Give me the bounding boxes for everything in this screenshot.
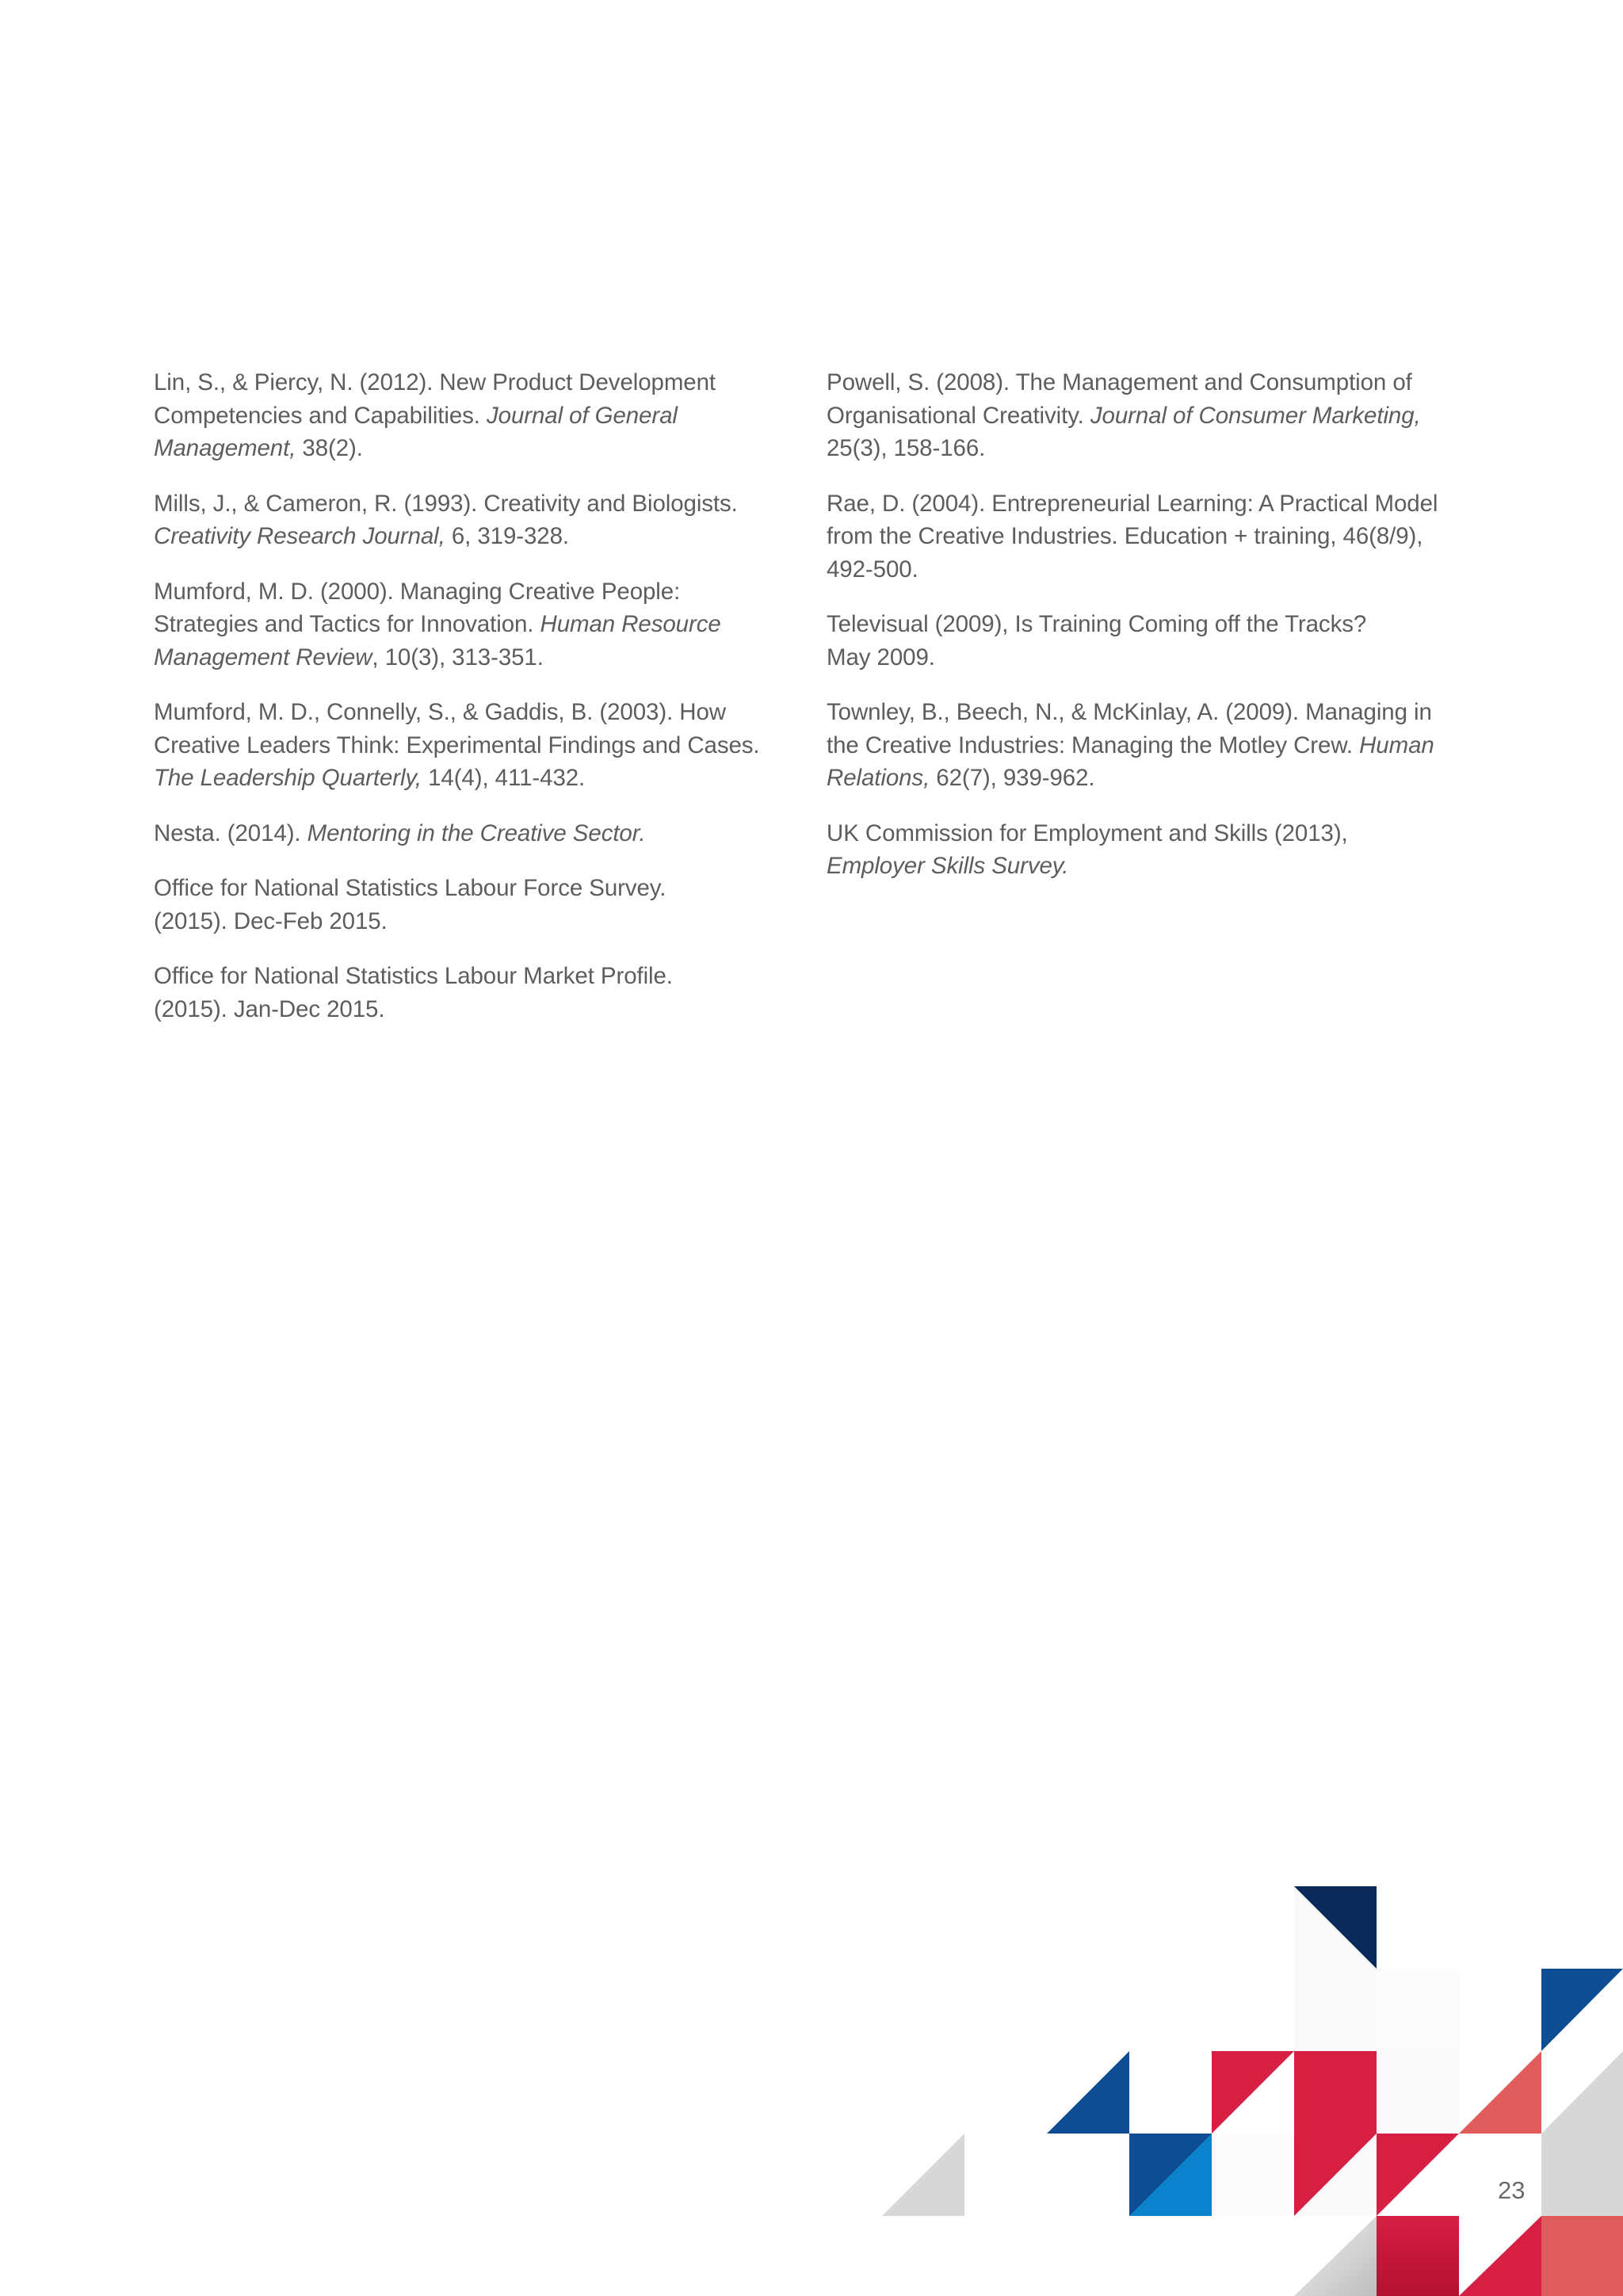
grey-triangle — [882, 2134, 964, 2216]
reference-text: Mumford, M. D. (2000). Managing Creative People: Strategies and Tactics for Innovation. — [154, 578, 681, 637]
light-square — [1294, 1969, 1377, 2051]
reference-source-title: Mentoring in the Creative Sector. — [307, 819, 646, 846]
page-number: 23 — [1498, 2176, 1526, 2204]
grey-gradient-triangle — [1294, 2216, 1377, 2296]
reference-text: Office for National Statistics Labour Force Survey. — [154, 875, 666, 901]
reference-text: Townley, B., Beech, N., & McKinlay, A. (2009). Managing in the Creative Industries: Managing the Motley Crew. — [827, 699, 1432, 758]
reference-text: 62(7), 939-962. — [930, 765, 1095, 791]
light-square — [1212, 2134, 1294, 2216]
reference-source-title: Human Relations, — [827, 732, 1434, 791]
light-square — [1377, 1969, 1459, 2051]
reference-text: Rae, D. (2004). Entrepreneurial Learning: A Practical Model from the Creative Industries. Education + training, 46(8/9), 492-500. — [827, 490, 1438, 583]
reference-text: Televisual (2009), Is Training Coming off the Tracks? — [827, 611, 1367, 637]
reference-text: , 10(3), 313-351. — [372, 644, 544, 670]
reference-text: 38(2). — [296, 435, 363, 461]
reference-text: 14(4), 411-432. — [422, 765, 586, 791]
reference-text: (2015). Dec-Feb 2015. — [154, 907, 388, 934]
reference-text: Powell, S. (2008). The Management and Consumption of Organisational Creativity. — [827, 369, 1412, 429]
reference-source-title: Creativity Research Journal, — [154, 523, 445, 549]
reference-text: Mills, J., & Cameron, R. (1993). Creativity and Biologists. — [154, 490, 738, 517]
coral-square — [1541, 2216, 1623, 2296]
grey-square — [1541, 2134, 1623, 2216]
blue-triangle — [1047, 2051, 1129, 2134]
reference-text: 6, 319-328. — [445, 523, 570, 549]
reference-text: 25(3), 158-166. — [827, 435, 986, 461]
reference-text: UK Commission for Employment and Skills (2013), — [827, 819, 1348, 846]
reference-source-title: The Leadership Quarterly, — [154, 765, 422, 791]
reference-text: Lin, S., & Piercy, N. (2012). New Product Development Competencies and Capabilities. — [154, 369, 716, 429]
blue-triangle — [1541, 1969, 1623, 2051]
red-gradient-square — [1377, 2216, 1459, 2296]
red-triangle — [1212, 2051, 1294, 2134]
grey-triangle — [1541, 2051, 1623, 2134]
reference-text: Office for National Statistics Labour Market Profile. — [154, 963, 673, 989]
reference-text: (2015). Jan-Dec 2015. — [154, 995, 385, 1022]
reference-source-title: Human Resource Management Review — [154, 611, 721, 670]
red-triangle — [1459, 2216, 1541, 2296]
reference-text: Nesta. (2014). — [154, 819, 307, 846]
reference-text: May 2009. — [827, 644, 935, 670]
reference-text: Mumford, M. D., Connelly, S., & Gaddis, B. (2003). How Creative Leaders Think: Experimental Findings and Cases. — [154, 699, 760, 758]
light-square — [1377, 2051, 1459, 2134]
reference-source-title: Journal of Consumer Marketing, — [1090, 402, 1421, 429]
coral-triangle — [1459, 2051, 1541, 2134]
reference-source-title: Journal of General Management, — [154, 402, 678, 461]
reference-source-title: Employer Skills Survey. — [827, 853, 1069, 879]
red-triangle — [1377, 2134, 1459, 2216]
